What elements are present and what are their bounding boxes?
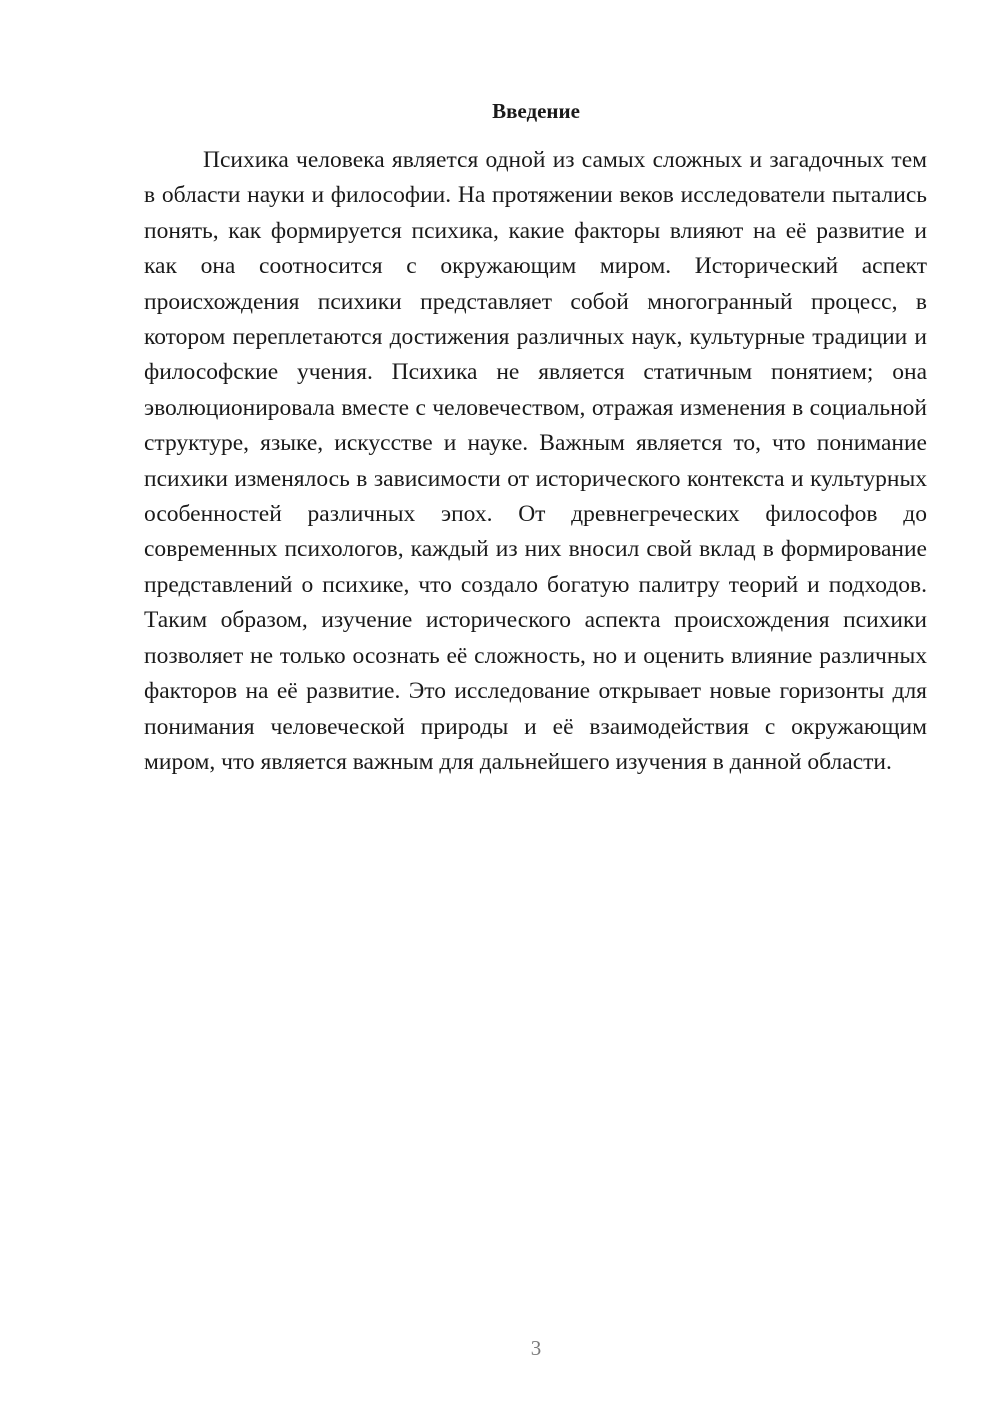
section-heading: Введение (492, 99, 580, 123)
body-paragraph: Психика человека является одной из самых сложных и загадочных тем в области науки и философии. На протяжении веков исследователи пытались понять, как формируется психика, какие факторы влияют на её развитие и как она соотносится с окружающим миром. Исторический аспект происхождения психики представляет собой многогранный процесс, в котором переплетаются достижения различных наук, культурные традиции и философские учения. Психика не является статичным понятием; она эволюционировала вместе с человечеством, отражая изменения в социальной структуре, языке, искусстве и науке. Важным является то, что понимание психики изменялось в зависимости от исторического контекста и культурных особенностей различных эпох. От древнегреческих философов до современных психологов, каждый из них вносил свой вклад в формирование представлений о психике, что создало богатую палитру теорий и подходов. Таким образом, изучение исторического аспекта происхождения психики позволяет не только осознать её сложность, но и оценить влияние различных факторов на её развитие. Это исследование открывает новые горизонты для понимания человеческой природы и её взаимодействия с окружающим миром, что является важным для дальнейшего изучения в данной области. (144, 147, 927, 775)
page-number: 3 (530, 1336, 542, 1360)
